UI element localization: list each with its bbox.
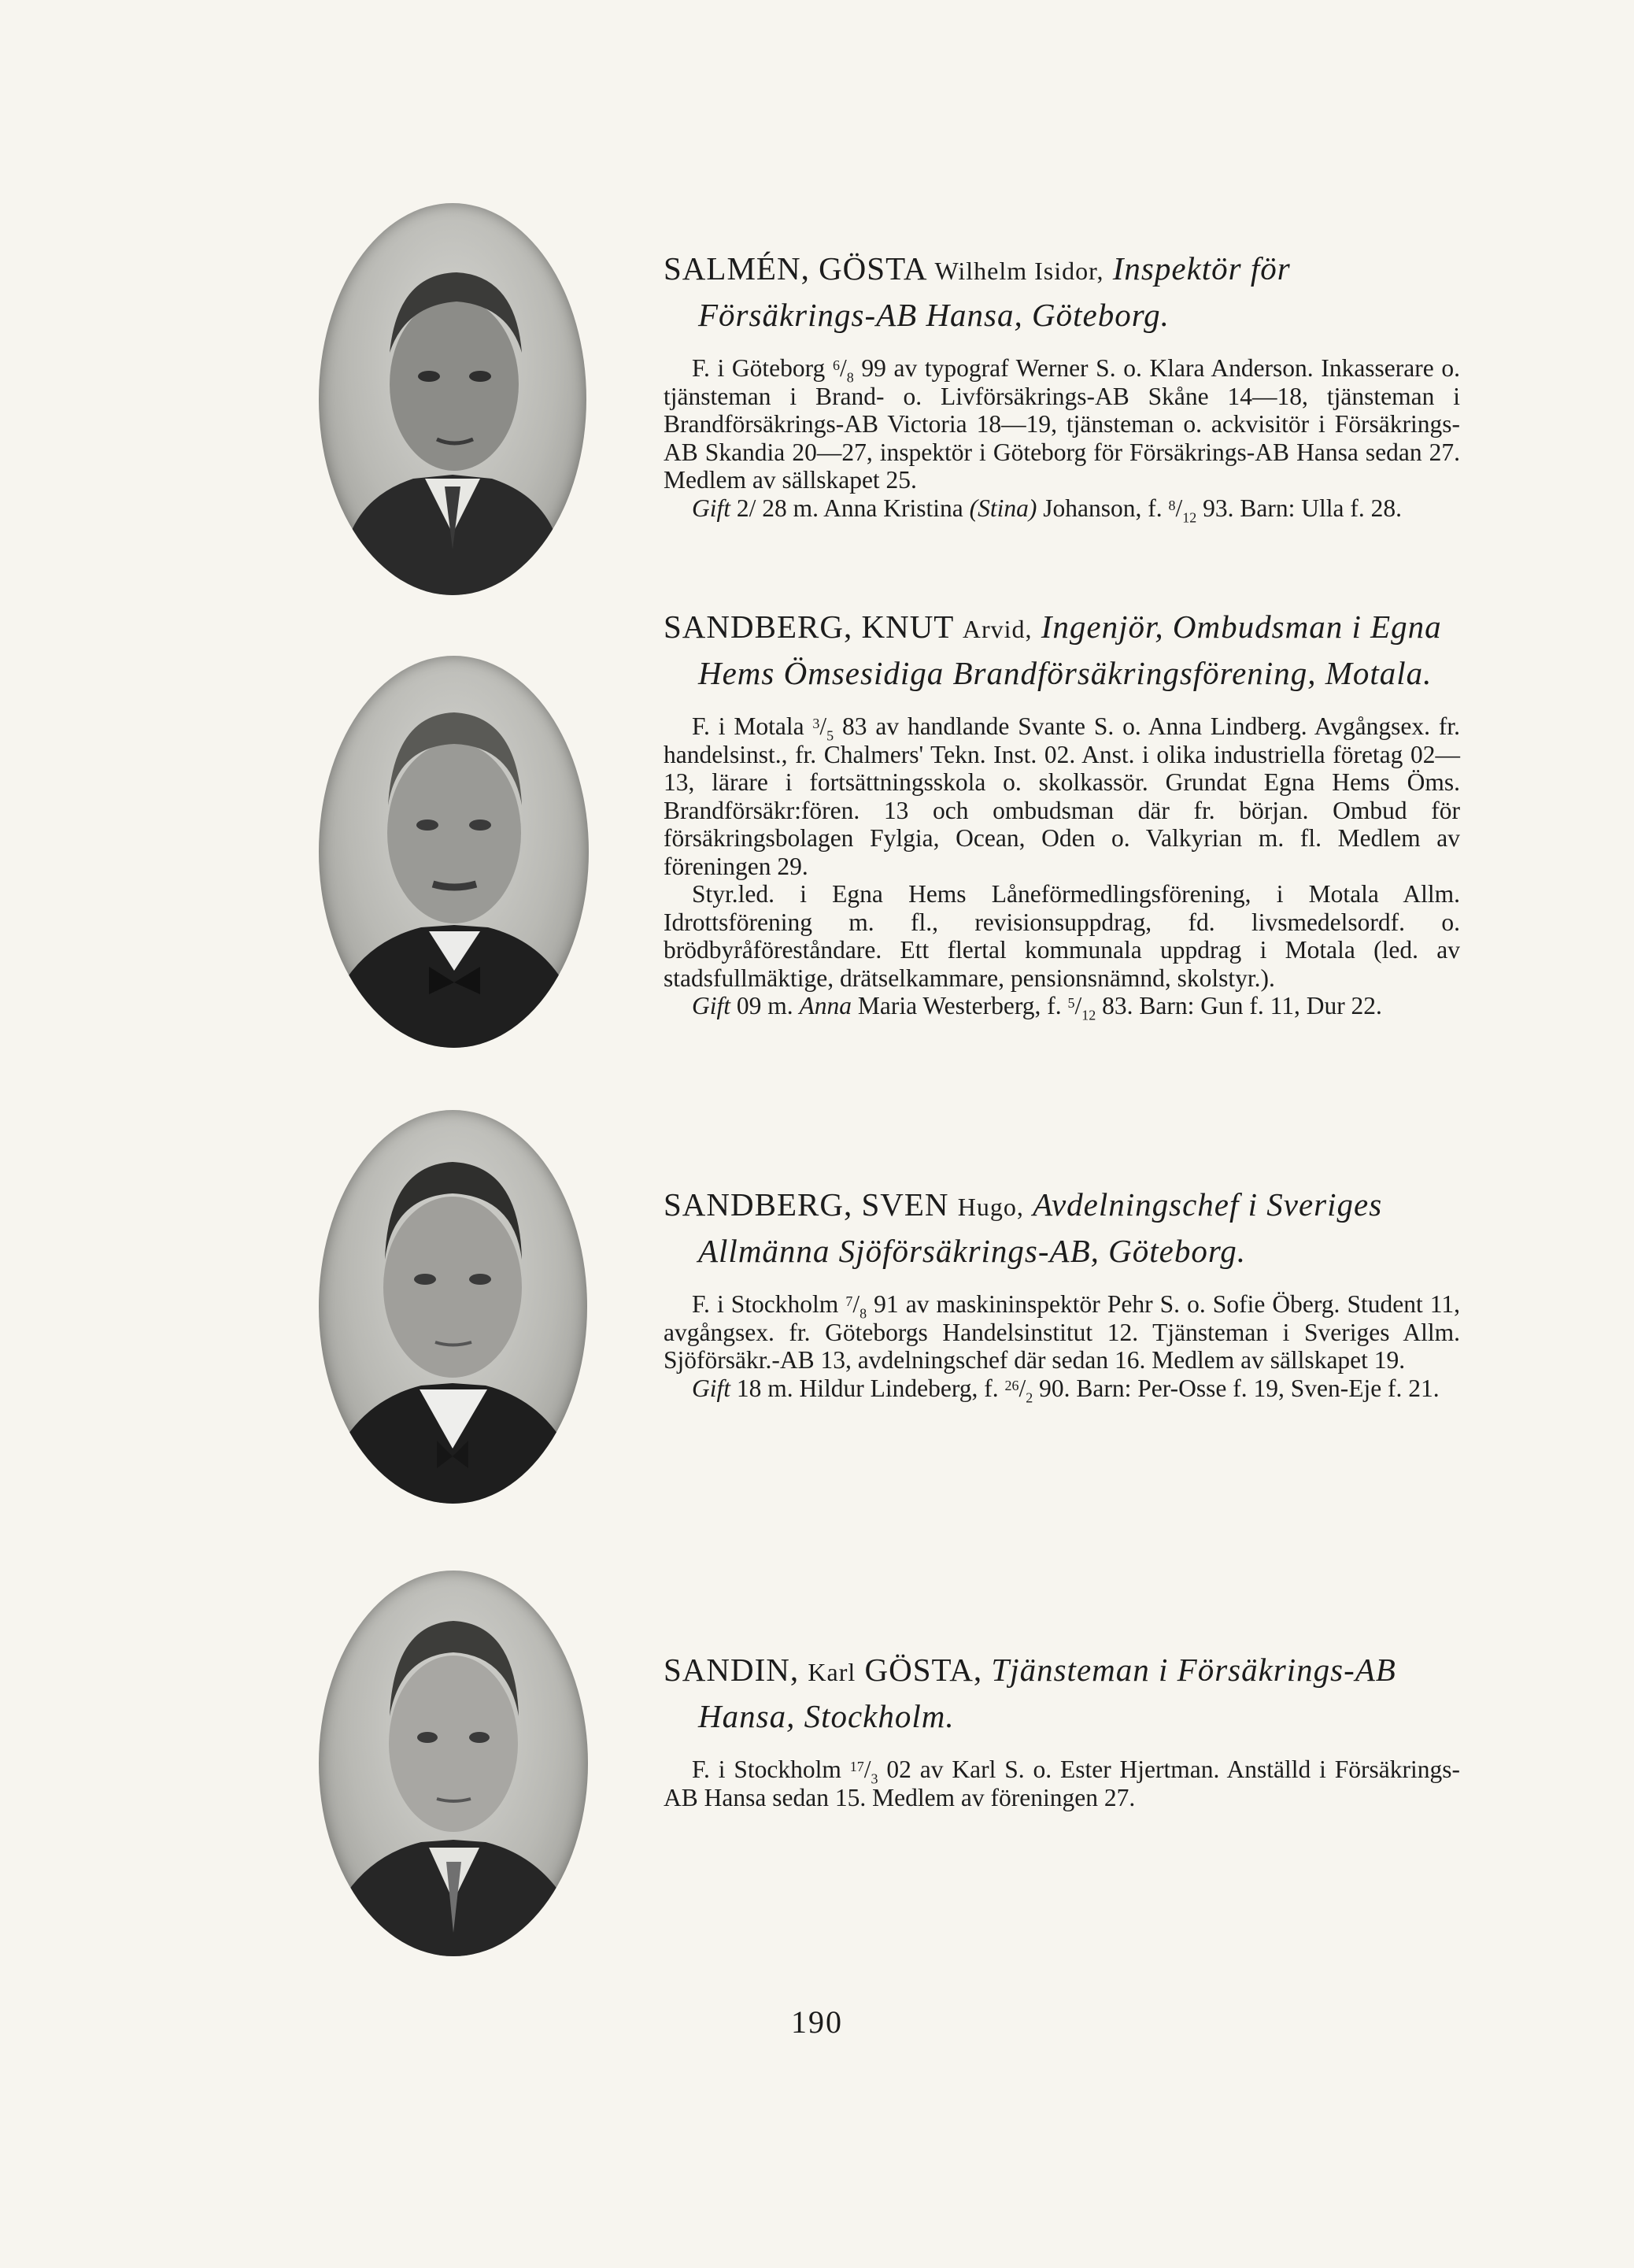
entry-sandberg-knut (664, 605, 1460, 1023)
portrait-sandberg-knut (319, 656, 589, 1048)
surname: SANDIN, (664, 1652, 800, 1688)
entry-body (664, 1290, 1460, 1405)
entry-heading (664, 605, 1460, 695)
portrait-sandberg-sven-photo (319, 1110, 587, 1504)
portrait-sandberg-sven (319, 1110, 587, 1504)
marriage-paragraph: Gift 18 m. Hildur Lindeberg, f. $^{26}/_2$ 90. Barn: Per-Osse f. 19, Sven-Eje f. 21. (692, 1374, 1440, 1405)
entry-sandberg-sven (664, 1182, 1460, 1405)
entry-body (664, 354, 1460, 525)
entry-salmen (664, 246, 1460, 525)
bio-paragraph-2: Styr.led. i Egna Hems Låneförmedlingsförening, i Motala Allm. Idrottsförening m. fl., revisionsuppdrag, fd. livsmedelsordf. o. brödbyråföreståndare. Ett flertal kommunala uppdrag i Motala (led. av stadsfullmäktige, drätselkammare, pensionsnämnd, skolstyr.). (664, 880, 1460, 992)
given-names: Karl (808, 1658, 856, 1686)
entry-heading (664, 1182, 1460, 1273)
bio-paragraph: F. i Motala $^3/_5$ 83 av handlande Svante S. o. Anna Lindberg. Avgångsex. fr. handelsinst., fr. Chalmers' Tekn. Inst. 02. Anst. i olika industriella företag 02—13, lärare i fortsättningsskola o. skolkassör. Grundat Egna Hems Öms. Brandförsäkr:fören. 13 och ombudsman där fr. början. Ombud för försäkringsbolagen Fylgia, Ocean, Oden o. Valkyrian m. fl. Medlem av föreningen 29. (664, 712, 1460, 880)
surname-2: GÖSTA, (864, 1652, 983, 1688)
marriage-paragraph: Gift 2/ 28 m. Anna Kristina (Stina) Johanson, f. $^8/_{12}$ 93. Barn: Ulla f. 28. (692, 494, 1402, 525)
portrait-sandin-photo (319, 1571, 588, 1956)
occupation: Inspektör för Försäkrings-AB Hansa, Göteborg. (698, 250, 1291, 333)
entry-body (664, 1756, 1460, 1811)
page-number: 190 (791, 2004, 843, 2040)
given-names: Wilhelm Isidor, (934, 257, 1104, 285)
portrait-salmen-photo (319, 203, 586, 595)
portrait-sandin (319, 1571, 588, 1956)
entry-heading (664, 1648, 1460, 1738)
portrait-salmen (319, 203, 586, 595)
given-names: Hugo, (957, 1193, 1024, 1221)
surname: SANDBERG, SVEN (664, 1186, 949, 1223)
bio-paragraph: F. i Stockholm $^{17}/_3$ 02 av Karl S. o. Ester Hjertman. Anställd i Försäkrings-AB Hansa sedan 15. Medlem av föreningen 27. (664, 1756, 1460, 1811)
given-names: Arvid, (962, 615, 1033, 643)
occupation: Ingenjör, Ombudsman i Egna Hems Ömsesidiga Brandförsäkringsförening, Motala. (698, 609, 1442, 691)
bio-paragraph: F. i Stockholm $^7/_8$ 91 av maskininspektör Pehr S. o. Sofie Öberg. Student 11, avgångsex. fr. Göteborgs Handelsinstitut 12. Tjänsteman i Sveriges Allm. Sjöförsäkr.-AB 13, avdelningschef där sedan 16. Medlem av sällskapet 19. (664, 1290, 1460, 1374)
surname: SANDBERG, KNUT (664, 609, 954, 645)
entry-body (664, 712, 1460, 1023)
bio-paragraph: F. i Göteborg $^6/_8$ 99 av typograf Werner S. o. Klara Anderson. Inkasserare o. tjänsteman i Brand- o. Livförsäkrings-AB Skåne 14—18, tjänsteman i Brandförsäkrings-AB Victoria 18—19, tjänsteman o. ackvisitör i Försäkrings-AB Skandia 20—27, inspektör i Göteborg för Försäkrings-AB Hansa sedan 27. Medlem av sällskapet 25. (664, 354, 1460, 494)
marriage-paragraph: Gift 09 m. Anna Maria Westerberg, f. $^5/_{12}$ 83. Barn: Gun f. 11, Dur 22. (692, 992, 1382, 1023)
entry-heading (664, 246, 1460, 337)
entry-sandin (664, 1648, 1460, 1811)
occupation: Tjänsteman i Försäkrings-AB Hansa, Stockholm. (698, 1652, 1396, 1734)
occupation: Avdelningschef i Sveriges Allmänna Sjöförsäkrings-AB, Göteborg. (698, 1186, 1383, 1269)
portrait-sandberg-knut-photo (319, 656, 589, 1048)
surname: SALMÉN, GÖSTA (664, 250, 926, 287)
